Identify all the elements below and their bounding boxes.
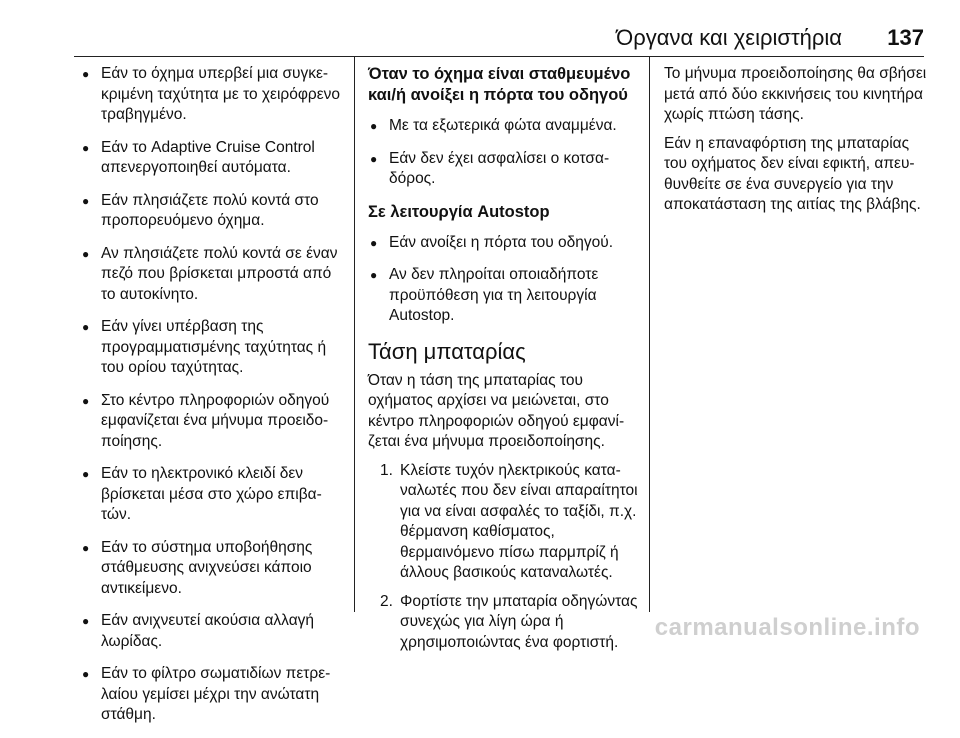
page-number: 137 (887, 25, 924, 50)
list-item: ● Με τα εξωτερικά φώτα αναμμένα. (368, 116, 638, 137)
watermark: carmanualsonline.info (654, 614, 920, 641)
list-item: ● Εάν το φίλτρο σωματιδίων πετρελαίου γεμίσει μέχρι την ανώτατη στάθμη. (80, 664, 342, 726)
step-text: Φορτίστε την μπαταρία οδηγώντας συνεχώς για λίγη ώρα ή χρησιμοποιώντας ένα φορτιστή. (400, 592, 638, 651)
column-1 (80, 64, 342, 738)
subheading-autostop: Σε λειτουργία Autostop (368, 202, 550, 221)
page-header (0, 0, 960, 56)
list-item: ● Εάν το σύστημα υποβοήθησης στάθμευσης ανιχνεύσει κάποιο αντικείμενο. (80, 538, 342, 600)
list-item: ● Εάν ανοίξει η πόρτα του οδηγού. (368, 233, 638, 254)
list-item: ● Εάν γίνει υπέρβαση της προγραμματισμένης ταχύτητας ή του ορίου ταχύτητας. (80, 317, 342, 379)
warning-conditions-list (80, 64, 342, 726)
column-2 (368, 64, 638, 661)
battery-paragraph: Όταν η τάση της μπαταρίας του οχήματος αρχίσει να μειώνεται, στο κέντρο πληροφοριών οδηγού εμφανίζεται ένα μήνυμα προειδοποίησης. (368, 371, 625, 450)
list-item: ● Αν δεν πληροίται οποιαδήποτε προϋπόθεση για τη λειτουργία Autostop. (368, 265, 638, 327)
step-number: 1. (380, 461, 393, 479)
parked-conditions-list (368, 116, 638, 190)
list-item: ● Εάν το Adaptive Cruise Control απενεργοποιηθεί αυτόματα. (80, 138, 342, 179)
list-item: ● Στο κέντρο πληροφοριών οδηγού εμφανίζεται ένα μήνυμα προειδοποίησης. (80, 391, 342, 453)
list-item (368, 461, 638, 584)
step-number: 2. (380, 592, 393, 610)
list-item: ● Εάν πλησιάζετε πολύ κοντά στο προπορευόμενο όχημα. (80, 191, 342, 232)
step-text: Κλείστε τυχόν ηλεκτρικούς καταναλωτές που δεν είναι απαραίτητοι για να είναι ασφαλές το ταξίδι, π.χ. θέρμανση καθίσματος, θερμαινόμενο πίσω παρμπρίζ ή άλλους βασικούς καταναλωτές. (400, 461, 638, 581)
section-title-battery-voltage: Τάση μπαταρίας (368, 338, 526, 364)
header-title: Όργανα και χειριστήρια (616, 25, 842, 50)
column-divider-2 (649, 56, 650, 612)
list-item: ● Εάν το όχημα υπερβεί μια συγκεκριμένη ταχύτητα με το χειρόφρενο τραβηγμένο. (80, 64, 342, 126)
paragraph: Εάν η επαναφόρτιση της μπαταρίας του οχήματος δεν είναι εφικτή, απευθυνθείτε σε ένα συνεργείο για την αποκατάσταση της αιτίας της βλάβης. (664, 134, 921, 213)
autostop-conditions-list (368, 233, 638, 327)
list-item: ● Εάν δεν έχει ασφαλίσει ο κοτσαδόρος. (368, 149, 638, 190)
list-item: ● Εάν ανιχνευτεί ακούσια αλλαγή λωρίδας. (80, 611, 342, 652)
header-rule (74, 56, 924, 57)
list-item (368, 592, 638, 654)
list-item: ● Αν πλησιάζετε πολύ κοντά σε έναν πεζό που βρίσκεται μπροστά από το αυτοκίνητο. (80, 244, 342, 306)
battery-steps-list (368, 461, 638, 654)
paragraph: Το μήνυμα προειδοποίησης θα σβήσει μετά από δύο εκκινήσεις του κινητήρα χωρίς πτώση τάσης. (664, 65, 927, 123)
column-divider-1 (354, 56, 355, 612)
subheading-parked: Όταν το όχημα είναι σταθμευμένο και/ή ανοίξει η πόρτα του οδηγού (368, 65, 631, 104)
list-item: ● Εάν το ηλεκτρονικό κλειδί δεν βρίσκεται μέσα στο χώρο επιβατών. (80, 464, 342, 526)
column-3 (664, 64, 934, 224)
